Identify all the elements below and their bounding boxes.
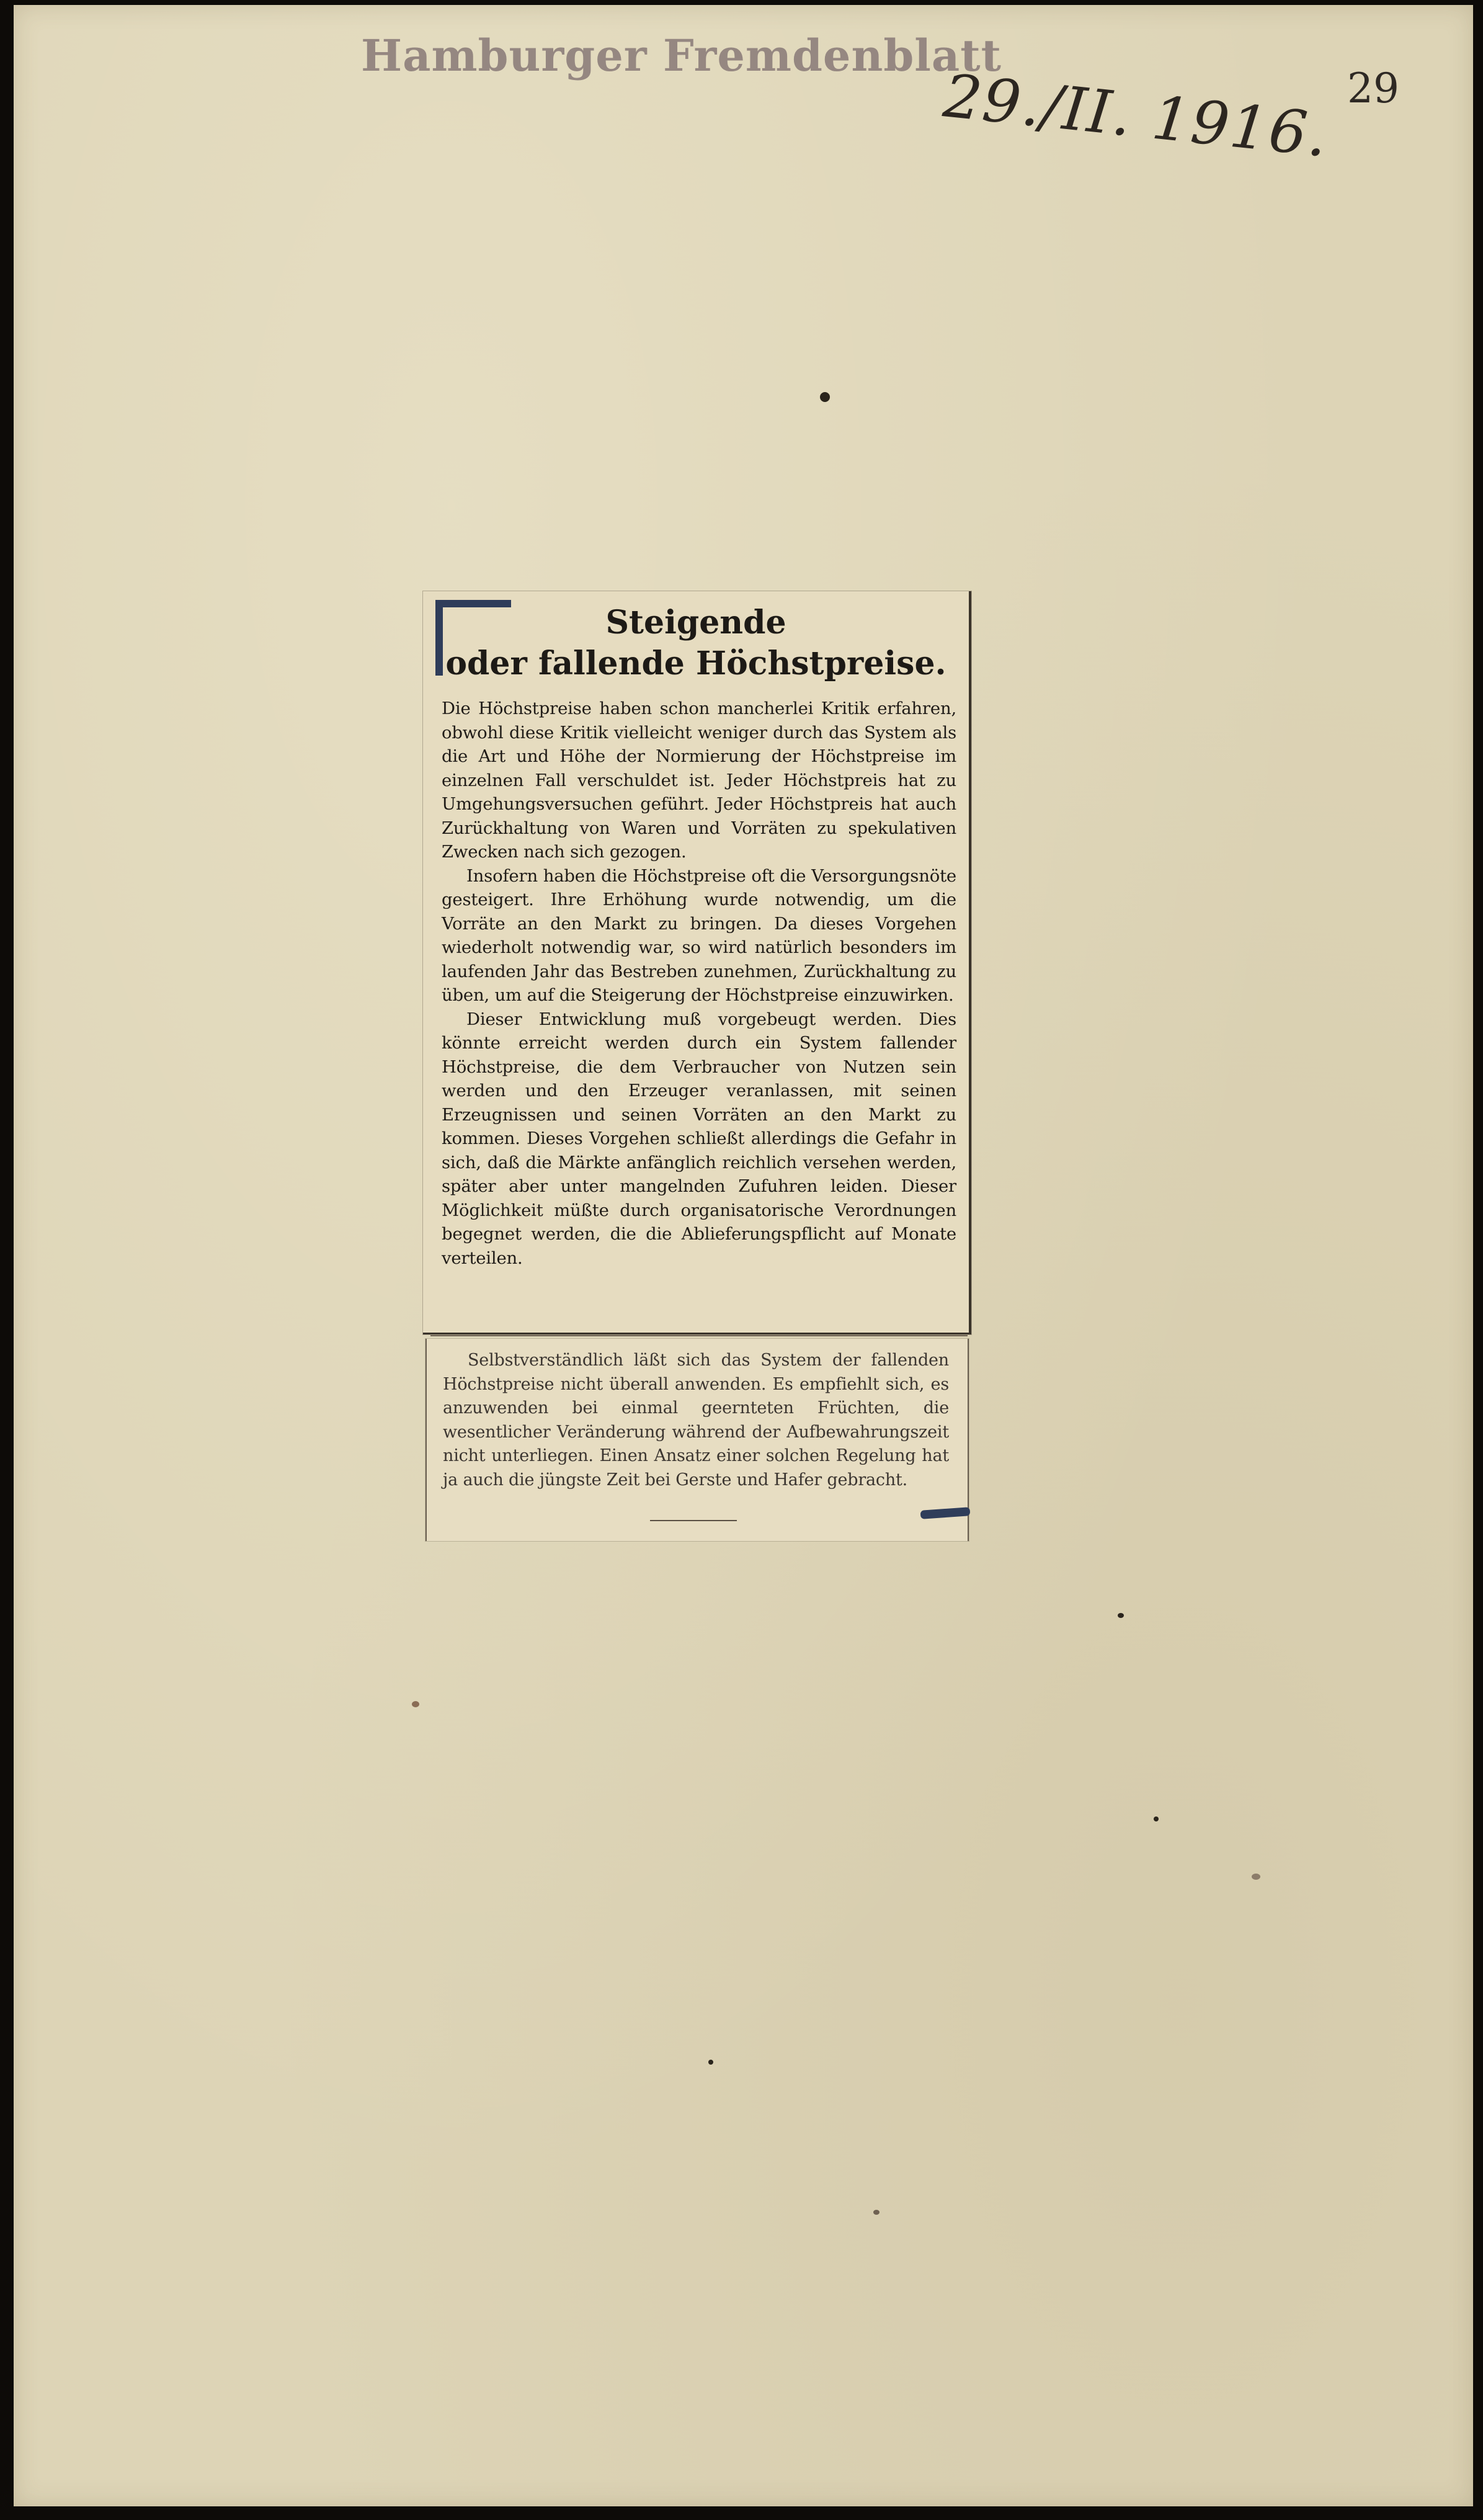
archive-sheet: [14, 5, 1473, 2506]
paper-speck: [1154, 1816, 1159, 1821]
paper-speck: [708, 2060, 713, 2065]
article-body: [442, 697, 956, 1270]
paper-speck: [1118, 1613, 1124, 1618]
continuation-body: [443, 1349, 949, 1492]
newspaper-clipping-continuation: [425, 1339, 969, 1541]
paper-speck: [1252, 1874, 1260, 1880]
paper-speck: [412, 1701, 419, 1707]
newspaper-stamp: Hamburger Fremdenblatt: [361, 30, 1002, 81]
continuation-paragraph: Selbstverständlich läßt sich das System der fallenden Höchstpreise nicht überall anwenden. Es empfiehlt sich, es anzuwenden bei einmal geernteten Früchten, die wesentlicher Veränderung während der Aufbewahrungszeit nicht unterliegen. Einen Ansatz einer solchen Regelung hat ja auch die jüngste Zeit bei Gerste und Hafer gebracht.: [443, 1351, 949, 1490]
clipping-end-rule: [650, 1520, 737, 1521]
article-paragraph: Die Höchstpreise haben schon mancherlei Kritik erfahren, obwohl diese Kritik vielleicht weniger durch das System als die Art und Höhe der Normierung der Höchstpreise im einzelnen Fall verschuldet ist. Jeder Höchstpreis hat zu Umgehungsversuchen geführt. Jeder Höchstpreis hat auch Zurückhaltung von Waren und Vorräten zu spekulativen Zwecken nach sich gezogen.: [442, 699, 956, 862]
newspaper-clipping: [423, 591, 971, 1334]
paper-speck: [820, 392, 830, 402]
article-headline-line1: Steigende: [605, 604, 786, 641]
article-paragraph: Insofern haben die Höchstpreise oft die Versorgungsnöte gesteigert. Ihre Erhöhung wurde notwendig, um die Vorräte an den Markt zu bringen. Da dieses Vorgehen wiederholt notwendig war, so wird natürlich besonders im laufenden Jahr das Bestreben zunehmen, Zurückhaltung zu üben, um auf die Steigerung der Höchstpreise einzuwirken.: [442, 865, 956, 1005]
page-number: 29: [1347, 65, 1399, 112]
clipping-rule: [430, 1335, 968, 1336]
handwritten-date: 29./II. 1916.: [940, 61, 1332, 171]
paper-speck: [873, 2210, 880, 2215]
article-paragraph: Dieser Entwicklung muß vorgebeugt werden. Dies könnte erreicht werden durch ein System fallender Höchstpreise, die dem Verbraucher von Nutzen sein werden und den Erzeuger veranlassen, mit seinen Erzeugnissen und seinen Vorräten an den Markt zu kommen. Dieses Vorgehen schließt allerdings die Gefahr in sich, daß die Märkte anfänglich reichlich versehen werden, später aber unter mangelnden Zufuhren leiden. Dieser Möglichkeit müßte durch organisatorische Verordnungen begegnet werden, die die Ablieferungspflicht auf Monate verteilen.: [442, 1009, 956, 1268]
blue-pencil-mark: [920, 1507, 971, 1519]
article-headline-line2: oder fallende Höchstpreise.: [445, 645, 946, 682]
